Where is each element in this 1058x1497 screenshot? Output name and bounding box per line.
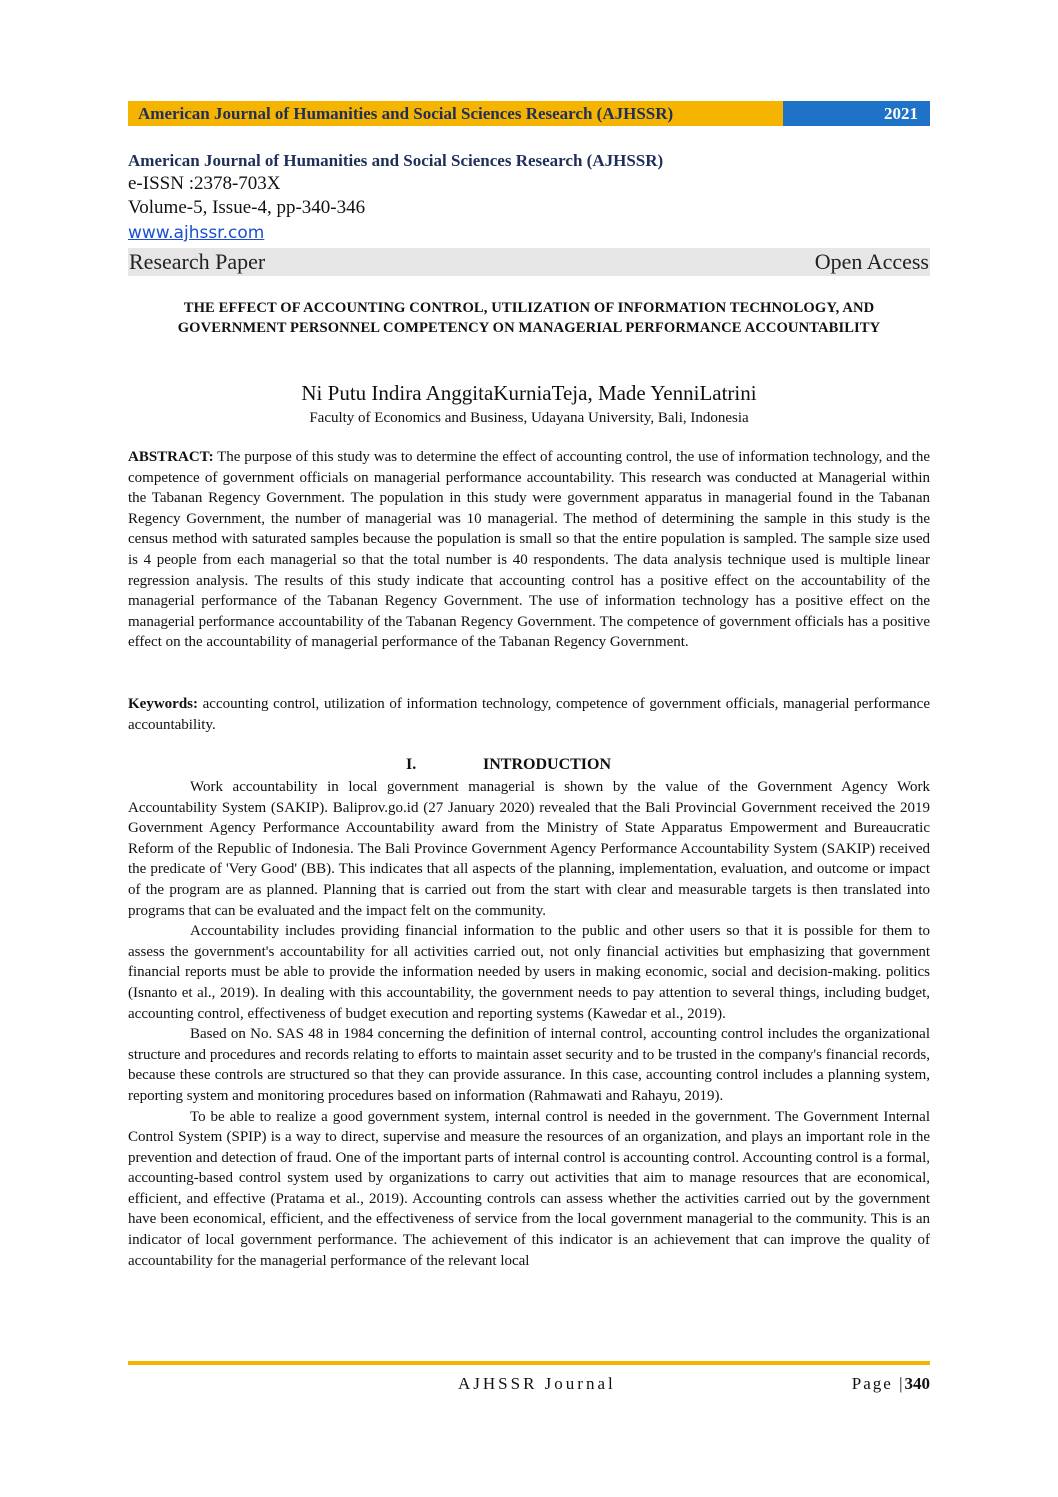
paper-type-bar — [128, 248, 930, 276]
keywords-label: Keywords: — [128, 696, 198, 712]
journal-website-link[interactable]: www.ajhssr.com — [128, 223, 265, 243]
abstract — [128, 447, 930, 653]
paragraph: To be able to realize a good government system, internal control is needed in the government. The Government Internal Control System (SPIP) is a way to direct, supervise and measure the resources of an organization, and plays an important role in the prevention and detection of fraud. One of the important parts of internal control is accounting control. Accounting control is a formal, accounting-based control system used by organizations to carry out activities that aim to manage resources that are economical, efficient, and effective (Pratama et al., 2019). Accounting controls can assess whether the activities carried out by the government have been economical, efficient, and the effectiveness of service from the local government managerial to the community. This is an indicator of local government performance. The achievement of this indicator is an achievement that can improve the quality of accountability for the managerial performance of the relevant local — [128, 1108, 930, 1269]
abstract-text: The purpose of this study was to determine the effect of accounting control, the use of information technology, and the competence of government officials on managerial performance accountability. This research was conducted at Managerial within the Tabanan Regency Government. The population in this study were government apparatus in managerial found in the Tabanan Regency Government, the number of managerial was 10 managerial. The method of determining the sample in this study is the census method with saturated samples because the population is small so that the entire population is sampled. The sample size used is 4 people from each managerial so that the total number is 40 respondents. The data analysis technique used is multiple linear regression analysis. The results of this study indicate that accounting control has a positive effect on the accountability of the managerial performance of the Tabanan Regency Government. The use of information technology has a positive effect on the managerial performance accountability of the Tabanan Regency Government. The competence of government officials has a positive effect on the accountability of managerial performance of the Tabanan Regency Government. — [128, 449, 930, 651]
paper-type-label: Research Paper — [129, 249, 266, 274]
masthead-issn: e-ISSN :2378-703X — [128, 173, 281, 194]
footer-page-label: Page | — [851, 1374, 905, 1393]
footer-page — [852, 1374, 930, 1394]
running-header — [128, 101, 930, 126]
introduction-body — [128, 777, 930, 1271]
abstract-label: ABSTRACT: — [128, 449, 214, 465]
section-heading — [128, 756, 930, 776]
paragraph: Accountability includes providing financial information to the public and other users so that it is possible for them to assess the government's accountability for all activities carried out, not only financial activities but emphasizing that government financial reports must be able to provide the information needed by users in making economic, social and decision-making. politics (Isnanto et al., 2019). In dealing with this accountability, the government needs to pay attention to several things, including budget, accounting control, effectiveness of budget execution and reporting systems (Kawedar et al., 2019). — [128, 923, 930, 1022]
footer-page-number: 340 — [904, 1374, 930, 1393]
paragraph: Based on No. SAS 48 in 1984 concerning the definition of internal control, accounting control includes the organizational structure and procedures and records relating to efforts to maintain asset security and to be trusted in the company's financial records, because these controls are structured so that they can provide assurance. In this case, accounting control includes a planning system, reporting system and monitoring procedures based on information (Rahmawati and Rahayu, 2019). — [128, 1026, 930, 1104]
keywords — [128, 694, 930, 735]
masthead-volume: Volume-5, Issue-4, pp-340-346 — [128, 197, 366, 218]
paper-title: THE EFFECT OF ACCOUNTING CONTROL, UTILIZATION OF INFORMATION TECHNOLOGY, AND GOVERNMENT PERSONNEL COMPETENCY ON MANAGERIAL PERFORMANCE ACCOUNTABILITY — [177, 300, 881, 336]
open-access-label: Open Access — [814, 249, 929, 274]
section-number: I. — [406, 756, 417, 773]
footer-divider — [128, 1361, 930, 1365]
keywords-text: accounting control, utilization of information technology, competence of government officials, managerial performance accountability. — [128, 696, 930, 733]
masthead — [128, 150, 930, 276]
footer-journal: AJHSSR Journal — [458, 1374, 616, 1393]
running-header-journal: American Journal of Humanities and Social Sciences Research (AJHSSR) — [128, 101, 783, 126]
page-footer — [128, 1374, 930, 1398]
running-header-year: 2021 — [783, 101, 930, 126]
paragraph: Work accountability in local government managerial is shown by the value of the Government Agency Work Accountability System (SAKIP). Baliprov.go.id (27 January 2020) revealed that the Bali Provincial Government received the 2019 Government Agency Performance Accountability award from the Ministry of State Apparatus Empowerment and Bureaucratic Reform of the Republic of Indonesia. The Bali Province Government Agency Performance Accountability System (SAKIP) received the predicate of 'Very Good' (BB). This indicates that all aspects of the planning, implementation, evaluation, and outcome or impact of the program are as planned. Planning that is carried out from the start with clear and measurable targets is then translated into programs that can be evaluated and the impact felt on the community. — [128, 779, 930, 919]
section-title: INTRODUCTION — [483, 756, 612, 773]
author-affiliation: Faculty of Economics and Business, Udayana University, Bali, Indonesia — [309, 410, 749, 426]
paper-authors: Ni Putu Indira AnggitaKurniaTeja, Made YenniLatrini — [301, 381, 757, 405]
masthead-journal-name: American Journal of Humanities and Social Sciences Research (AJHSSR) — [128, 151, 664, 170]
